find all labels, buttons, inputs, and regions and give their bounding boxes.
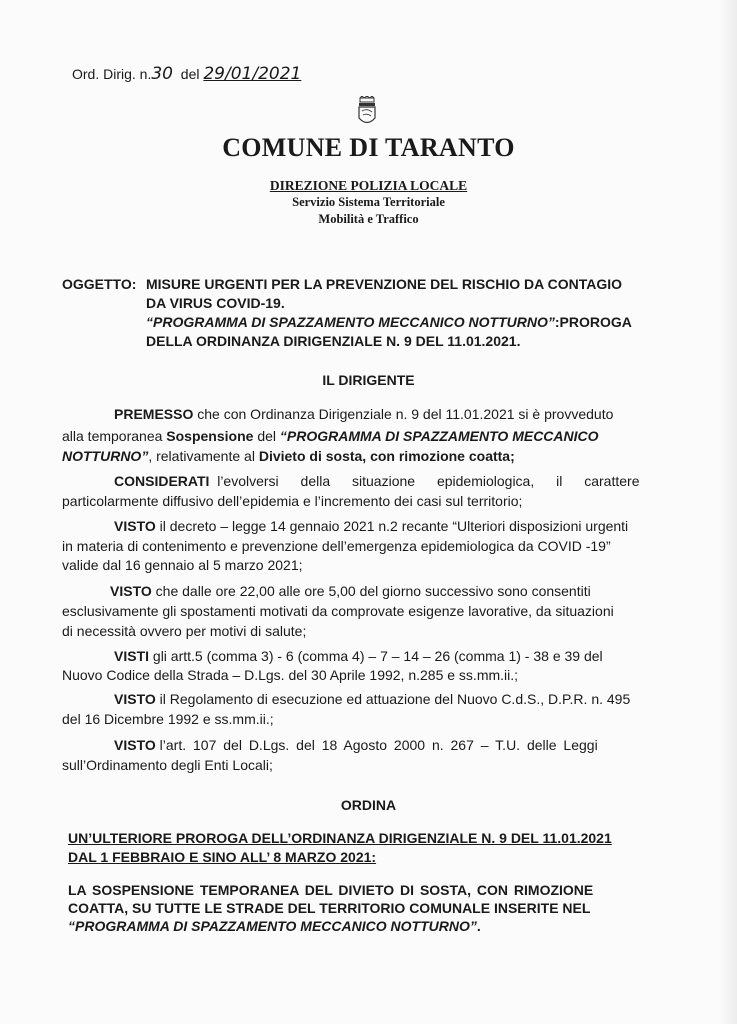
ord-date-handwritten: 29/01/2021	[203, 64, 302, 84]
premise-3-line3: valide dal 16 gennaio al 5 marzo 2021;	[62, 557, 303, 573]
premise-6-line1	[114, 691, 630, 707]
premise-1-line1	[114, 406, 613, 422]
service-name-line1: Servizio Sistema Territoriale	[292, 195, 445, 209]
authority-heading: IL DIRIGENTE	[322, 372, 415, 388]
premise-4-keyword: VISTO	[110, 583, 152, 599]
premise-5-keyword: VISTI	[114, 648, 150, 664]
subject-line4: DELLA ORDINANZA DIRIGENZIALE N. 9 DEL 11.01.2021.	[146, 333, 521, 349]
premise-6-text-a: il Regolamento di esecuzione ed attuazione del Nuovo C.d.S., D.P.R. n. 495	[159, 691, 631, 707]
subject-label: OGGETTO:	[62, 276, 137, 292]
ord-label: Ord. Dirig. n.	[72, 66, 152, 82]
service-name-line2: Mobilità e Traffico	[318, 212, 419, 226]
subject-line1: MISURE URGENTI PER LA PREVENZIONE DEL RISCHIO DA CONTAGIO	[146, 276, 623, 292]
department-name: DIREZIONE POLIZIA LOCALE	[269, 178, 468, 193]
premise-3-keyword: VISTO	[114, 518, 156, 534]
premise-4-line1	[110, 583, 591, 599]
premise-1-text-c: , relativamente al	[148, 448, 255, 464]
premise-7-line2: sull’Ordinamento degli Enti Locali;	[62, 757, 273, 773]
order-statement-line2: COATTA, SU TUTTE LE STRADE DEL TERRITORIO COMUNALE INSERITE NEL	[68, 900, 591, 916]
premise-3-text-a: il decreto – legge 14 gennaio 2021 n.2 recante “Ulteriori disposizioni urgenti	[159, 518, 629, 534]
premise-3-line2: in materia di contenimento e prevenzione dell’emergenza epidemiologica da COVID -19”	[62, 538, 611, 554]
premise-3-line1	[114, 518, 628, 534]
premise-6-line2: del 16 Dicembre 1992 e ss.mm.ii.;	[62, 711, 274, 727]
order-extension-line2: DAL 1 FEBBRAIO E SINO ALL’ 8 MARZO 2021:	[68, 849, 377, 865]
premise-1-text-a: che con Ordinanza Dirigenziale n. 9 del 11.01.2021 si è provveduto	[197, 406, 614, 422]
premise-2-text-a: l’evolversi della situazione epidemiologica, il carattere	[217, 473, 640, 489]
order-statement-end: .	[476, 918, 481, 934]
premise-4-line3: di necessità ovvero per motivi di salute;	[62, 623, 307, 639]
order-extension-line1: UN’ULTERIORE PROROGA DELL’ORDINANZA DIRIGENZIALE N. 9 DEL 11.01.2021	[68, 830, 612, 846]
order-statement-line1: LA SOSPENSIONE TEMPORANEA DEL DIVIETO DI SOSTA, CON RIMOZIONE	[68, 882, 594, 898]
premise-1-line2	[62, 428, 660, 444]
premise-6-keyword: VISTO	[114, 691, 156, 707]
premise-5-text-a: gli artt.5 (comma 3) - 6 (comma 4) – 7 – 14 – 26 (comma 1) - 38 e 39 del	[152, 648, 603, 664]
subject-line3-rest: :PROROGA	[554, 314, 632, 330]
municipality-name: COMUNE DI TARANTO	[222, 133, 515, 162]
premise-1-del: del	[257, 428, 277, 444]
premise-1-parking-ban: Divieto di sosta, con rimozione coatta;	[258, 448, 515, 464]
premise-1-line3	[62, 448, 515, 464]
premise-5-line1	[114, 648, 603, 664]
subject-line2: DA VIRUS COVID-19.	[146, 295, 285, 311]
order-heading: ORDINA	[340, 797, 397, 813]
premise-7-keyword: VISTO	[114, 737, 156, 753]
premise-4-line2: esclusivamente gli spostamenti motivati da comprovate esigenze lavorative, da situazioni	[62, 603, 614, 619]
ordinance-reference	[72, 64, 301, 84]
ord-number-handwritten: 30	[151, 64, 173, 84]
premise-1-keyword: PREMESSO	[114, 406, 194, 422]
premise-2-keyword: CONSIDERATI	[114, 473, 210, 489]
premise-7-line1	[114, 737, 598, 753]
premise-2-line1	[114, 473, 639, 489]
order-statement-line3	[68, 918, 481, 934]
del-label: del	[180, 66, 200, 82]
subject-program-name: “PROGRAMMA DI SPAZZAMENTO MECCANICO NOTTURNO”	[146, 314, 555, 330]
premise-2-line2: particolarmente diffusivo dell’epidemia e l’incremento dei casi sul territorio;	[62, 493, 523, 509]
premise-5-line2: Nuovo Codice della Strada – D.Lgs. del 30 Aprile 1992, n.285 e ss.mm.ii.;	[62, 667, 519, 683]
order-program-name: “PROGRAMMA DI SPAZZAMENTO MECCANICO NOTTURNO”	[68, 918, 477, 934]
premise-1-text-b: alla temporanea	[62, 428, 163, 444]
subject-line3	[146, 314, 632, 330]
coat-of-arms-icon	[356, 96, 378, 128]
premise-7-text-a: l’art. 107 del D.Lgs. del 18 Agosto 2000 n. 267 – T.U. delle Leggi	[159, 737, 598, 753]
premise-1-program: “PROGRAMMA DI SPAZZAMENTO MECCANICO	[279, 428, 599, 444]
premise-1-program-end: NOTTURNO”	[62, 448, 149, 464]
premise-4-text-a: che dalle ore 22,00 alle ore 5,00 del giorno successivo sono consentiti	[155, 583, 591, 599]
premise-1-suspension: Sospensione	[166, 428, 254, 444]
